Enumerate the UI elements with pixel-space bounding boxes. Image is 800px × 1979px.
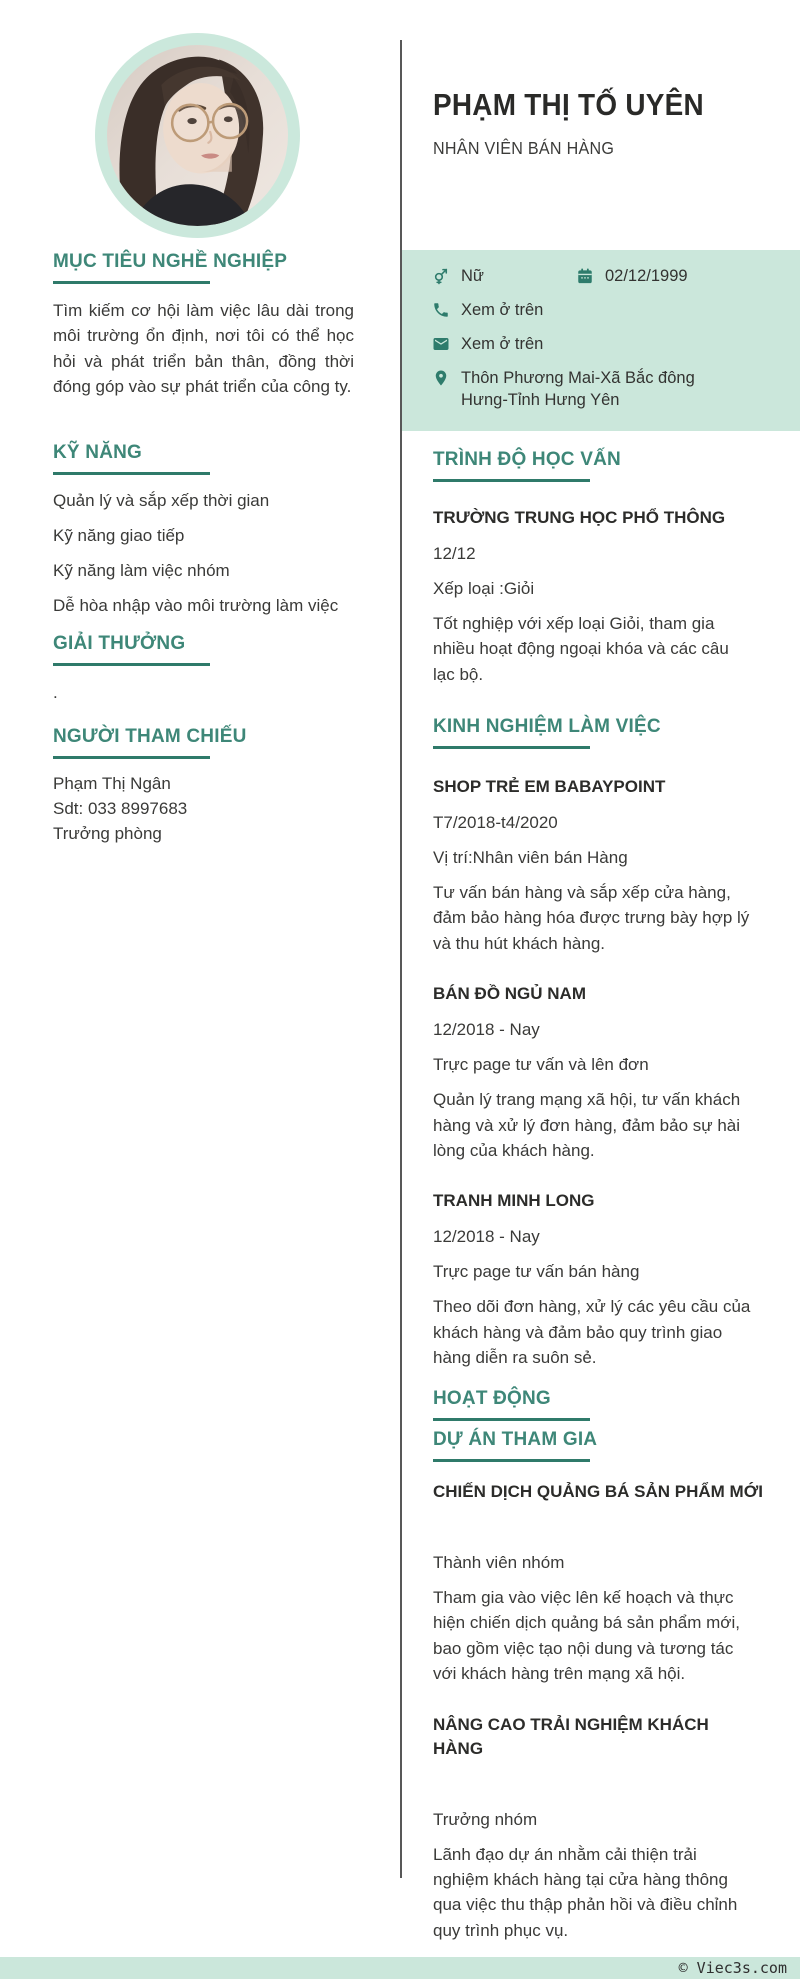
- heading-underline: [433, 1459, 590, 1462]
- experience-entry: [433, 982, 763, 1163]
- experience-entries: [433, 775, 763, 1371]
- contact-row-phone: [432, 300, 786, 321]
- education-grade: 12/12: [433, 544, 476, 563]
- company-name: SHOP TRẺ EM BABAYPOINT: [433, 777, 666, 796]
- candidate-name: PHẠM THỊ TỐ UYÊN: [433, 87, 704, 122]
- heading-underline: [433, 746, 590, 749]
- project-description: Lãnh đạo dự án nhằm cải thiện trải nghiệm khách hàng tại cửa hàng thông qua việc thu thập phản hồi và điều chỉnh quy trình phục vụ.: [433, 1844, 738, 1940]
- company-name: TRANH MINH LONG: [433, 1191, 595, 1211]
- gender-value: Nữ: [461, 267, 484, 285]
- education-entry: [433, 506, 763, 687]
- heading-underline: [53, 756, 210, 759]
- reference-name: Phạm Thị Ngân: [53, 774, 171, 793]
- section-activities: [433, 1387, 763, 1421]
- skills-heading: KỸ NĂNG: [53, 442, 143, 463]
- experience-entry: [433, 775, 763, 956]
- work-description: Theo dõi đơn hàng, xử lý các yêu cầu của khách hàng và đảm bảo quy trình giao hàng diễn ra suôn sẻ.: [433, 1297, 751, 1368]
- company-name: BÁN ĐỒ NGỦ NAM: [433, 984, 586, 1004]
- reference-card: [53, 771, 354, 846]
- heading-underline: [53, 281, 210, 284]
- work-position: Trực page tư vấn và lên đơn: [433, 1055, 649, 1075]
- skill-item: Dễ hòa nhập vào môi trường làm việc: [53, 596, 339, 615]
- awards-heading: GIẢI THƯỞNG: [53, 633, 186, 654]
- section-skills: [53, 441, 354, 628]
- profile-photo-ring: [95, 33, 300, 238]
- work-position: Vị trí:Nhân viên bán Hàng: [433, 848, 628, 867]
- work-period: 12/2018 - Nay: [433, 1227, 540, 1247]
- section-awards: [53, 632, 354, 705]
- project-period: [433, 1516, 763, 1540]
- project-period: [433, 1773, 763, 1797]
- section-projects: [433, 1428, 763, 1943]
- section-references: [53, 725, 354, 846]
- awards-text: .: [53, 683, 58, 702]
- portrait-illustration: [107, 45, 288, 226]
- contact-info-box: [402, 250, 800, 431]
- skill-item: Kỹ năng giao tiếp: [53, 526, 185, 545]
- candidate-job-title: NHÂN VIÊN BÁN HÀNG: [433, 138, 615, 158]
- projects-heading: DỰ ÁN THAM GIA: [433, 1429, 598, 1450]
- footer-copyright: © Viec3s.com: [678, 1959, 787, 1977]
- section-education: [433, 448, 763, 687]
- work-period: T7/2018-t4/2020: [433, 813, 558, 832]
- project-entry: [433, 1713, 763, 1944]
- envelope-icon: [432, 335, 450, 353]
- reference-position: Trưởng phòng: [53, 824, 162, 843]
- skills-list: [53, 488, 354, 618]
- education-heading: TRÌNH ĐỘ HỌC VẤN: [433, 449, 621, 470]
- experience-entry: [433, 1189, 763, 1370]
- project-role: Trưởng nhóm: [433, 1809, 538, 1829]
- project-name: CHIẾN DỊCH QUẢNG BÁ SẢN PHẨM MỚI: [433, 1482, 763, 1501]
- location-pin-icon: [432, 369, 450, 387]
- profile-photo: [107, 45, 288, 226]
- skill-item: Kỹ năng làm việc nhóm: [53, 561, 230, 580]
- calendar-icon: [576, 267, 594, 285]
- contact-birthday: [576, 266, 688, 287]
- heading-underline: [53, 472, 210, 475]
- contact-gender: [432, 266, 576, 287]
- reference-phone: Sdt: 033 8997683: [53, 799, 188, 818]
- phone-icon: [432, 301, 450, 319]
- objective-heading: MỤC TIÊU NGHỀ NGHIỆP: [53, 251, 288, 272]
- contact-row-address: [432, 368, 786, 411]
- references-heading: NGƯỜI THAM CHIẾU: [53, 726, 247, 747]
- skill-item: Quản lý và sắp xếp thời gian: [53, 491, 270, 510]
- header: [433, 88, 793, 159]
- education-description: Tốt nghiệp với xếp loại Giỏi, tham gia nhiều hoạt động ngoại khóa và các câu lạc bộ.: [433, 614, 729, 684]
- work-description: Tư vấn bán hàng và sắp xếp cửa hàng, đảm bảo hàng hóa được trưng bày hợp lý và thu hút khách hàng.: [433, 883, 750, 953]
- project-description: Tham gia vào việc lên kế hoạch và thực hiện chiến dịch quảng bá sản phẩm mới, bao gồm việc tạo nội dung và tương tác với khách hàng trên mạng xã hội.: [433, 1588, 740, 1684]
- education-classification: Xếp loại :Giỏi: [433, 579, 535, 598]
- work-position: Trực page tư vấn bán hàng: [433, 1262, 640, 1282]
- experience-heading: KINH NGHIỆM LÀM VIỆC: [433, 716, 661, 737]
- address-value: Thôn Phương Mai-Xã Bắc đông Hưng-Tỉnh Hưng Yên: [461, 369, 695, 409]
- phone-value: Xem ở trên: [461, 301, 544, 319]
- heading-underline: [433, 1418, 590, 1421]
- objective-text: Tìm kiếm cơ hội làm việc lâu dài trong môi trường ổn định, nơi tôi có thể học hỏi và phát triển bản thân, đồng thời đóng góp vào sự phát triển của công ty.: [53, 301, 354, 396]
- heading-underline: [433, 479, 590, 482]
- birthday-value: 02/12/1999: [605, 267, 688, 285]
- section-objective: [53, 250, 354, 399]
- project-entries: [433, 1480, 763, 1943]
- section-experience: [433, 715, 763, 1371]
- footer-bar: [0, 1957, 800, 1979]
- contact-row-email: [432, 334, 786, 355]
- project-name: NÂNG CAO TRẢI NGHIỆM KHÁCH HÀNG: [433, 1714, 709, 1758]
- contact-row-gender-birthday: [432, 266, 786, 287]
- activities-heading: HOẠT ĐỘNG: [433, 1388, 551, 1409]
- project-entry: [433, 1480, 763, 1687]
- project-role: Thành viên nhóm: [433, 1553, 565, 1572]
- work-description: Quản lý trang mạng xã hội, tư vấn khách hàng và xử lý đơn hàng, đảm bảo sự hài lòng của khách hàng.: [433, 1090, 741, 1161]
- heading-underline: [53, 663, 210, 666]
- education-entries: [433, 506, 763, 687]
- school-name: TRƯỜNG TRUNG HỌC PHỔ THÔNG: [433, 508, 726, 527]
- email-value: Xem ở trên: [461, 335, 544, 353]
- work-period: 12/2018 - Nay: [433, 1020, 540, 1040]
- gender-symbol-icon: [432, 267, 450, 285]
